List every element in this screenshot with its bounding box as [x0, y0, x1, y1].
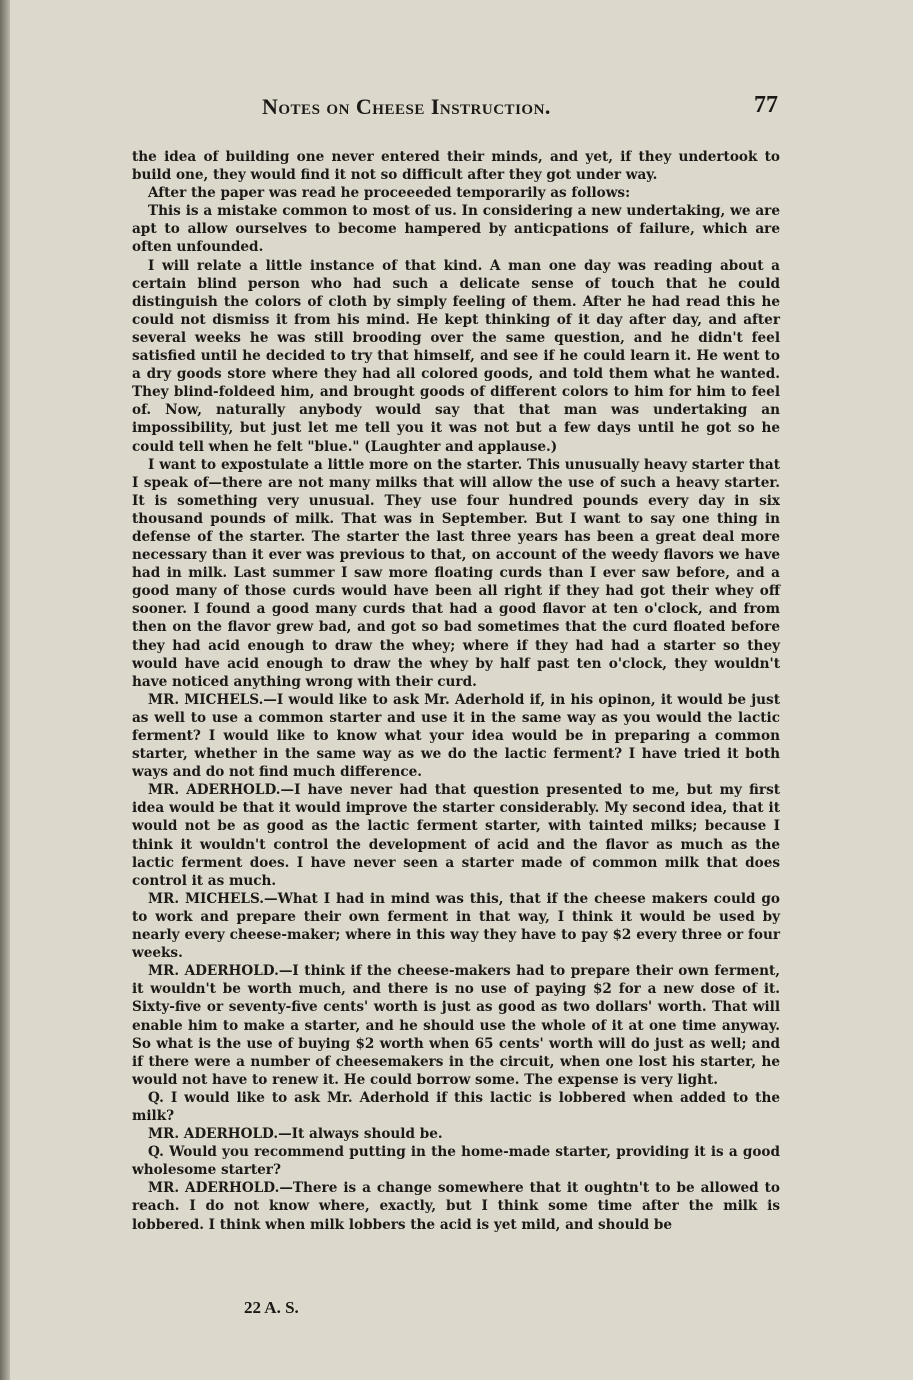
page-header	[132, 90, 780, 130]
paragraph: I will relate a little instance of that kind. A man one day was reading about a certain blind person who had such a delicate sense of touch that he could distinguish the colors of cloth by simply feeling of them. After he had read this he could not dismiss it from his mind. He kept thinking of it day after day, and after several weeks he was still brooding over the same question, and he didn't feel satisfied until he decided to try that himself, and see if he could learn it. He went to a dry goods store where they had all colored goods, and told them what he wanted. They blind-foldeed him, and brought goods of different colors to him for him to feel of. Now, naturally anybody would say that that man was undertaking an impossibility, but just let me tell you it was not but a few days until he got so he could tell when he felt "blue." (Laughter and applause.)	[132, 257, 780, 455]
running-title: Notes on Cheese Instruction.	[262, 94, 551, 119]
paragraph: MR. ADERHOLD.—I think if the cheese-makers had to prepare their own ferment, it wouldn't be worth much, and there is no use of paying $2 for a new dose of it. Sixty-five or seventy-five cents' worth is just as good as two dollars' worth. That will enable him to make a starter, and he should use the whole of it at one time anyway. So what is the use of buying $2 worth when 65 cents' worth will do just as well; and if there were a number of cheesemakers in the circuit, when one lost his starter, he would not have to renew it. He could borrow some. The expense is very light.	[132, 963, 780, 1088]
paragraph: This is a mistake common to most of us. In considering a new undertaking, we are apt to allow ourselves to become hampered by anticpations of failure, which are often unfounded.	[132, 203, 780, 256]
paragraph: Q. Would you recommend putting in the home-made starter, providing it is a good wholesome starter?	[132, 1144, 780, 1179]
paragraph: MR. MICHELS.—I would like to ask Mr. Aderhold if, in his opinon, it would be just as well to use a common starter and use it in the same way as you would the lactic ferment? I would like to know what your idea would be in preparing a common starter, whether in the same way as we do the lactic ferment? I have tried it both ways and do not find much difference.	[132, 691, 780, 781]
body-text	[132, 148, 780, 1234]
page-number: 77	[754, 92, 778, 118]
paragraph: I want to expostulate a little more on the starter. This unusually heavy starter that I speak of—there are not many milks that will allow the use of such a heavy starter. It is something very unusual. They use four hundred pounds every day in six thousand pounds of milk. That was in September. But I want to say one thing in defense of the starter. The starter the last three years has been a great deal more necessary than it ever was previous to that, on account of the weedy flavors we have had in milk. Last summer I saw more floating curds than I ever saw before, and a good many of those curds would have been all right if they had got their whey off sooner. I found a good many curds that had a good flavor at ten o'clock, and from then on the flavor grew bad, and got so bad sometimes that the curd floated before they had acid enough to draw the whey; where if they had had a starter so they would have acid enough to draw the whey by half past ten o'clock, they wouldn't have noticed anything wrong with their curd.	[132, 456, 780, 690]
paragraph: MR. ADERHOLD.—There is a change somewhere that it oughtn't to be allowed to reach. I do not know where, exactly, but I think some time after the milk is lobbered. I think when milk lobbers the acid is yet mild, and should be	[132, 1180, 780, 1233]
page-edge	[0, 0, 10, 1380]
paragraph: MR. MICHELS.—What I had in mind was this, that if the cheese makers could go to work and prepare their own ferment in that way, I think it would be used by nearly every cheese-maker; where in this way they have to pay $2 every three or four weeks.	[132, 890, 780, 962]
signature-mark: 22 A. S.	[244, 1298, 299, 1317]
paragraph: After the paper was read he proceeeded temporarily as follows:	[148, 185, 631, 202]
paragraph: Q. I would like to ask Mr. Aderhold if this lactic is lobbered when added to the milk?	[132, 1089, 780, 1124]
paragraph: MR. ADERHOLD.—It always should be.	[148, 1126, 443, 1143]
paragraph: the idea of building one never entered their minds, and yet, if they undertook to build one, they would find it not so difficult after they got under way.	[132, 149, 780, 184]
paragraph: MR. ADERHOLD.—I have never had that question presented to me, but my first idea would be that it would improve the starter considerably. My second idea, that it would not be as good as the lactic ferment starter, with tainted milks; because I think it wouldn't control the development of acid and the flavor as much as the lactic ferment does. I have never seen a starter made of common milk that does control it as much.	[132, 782, 780, 889]
